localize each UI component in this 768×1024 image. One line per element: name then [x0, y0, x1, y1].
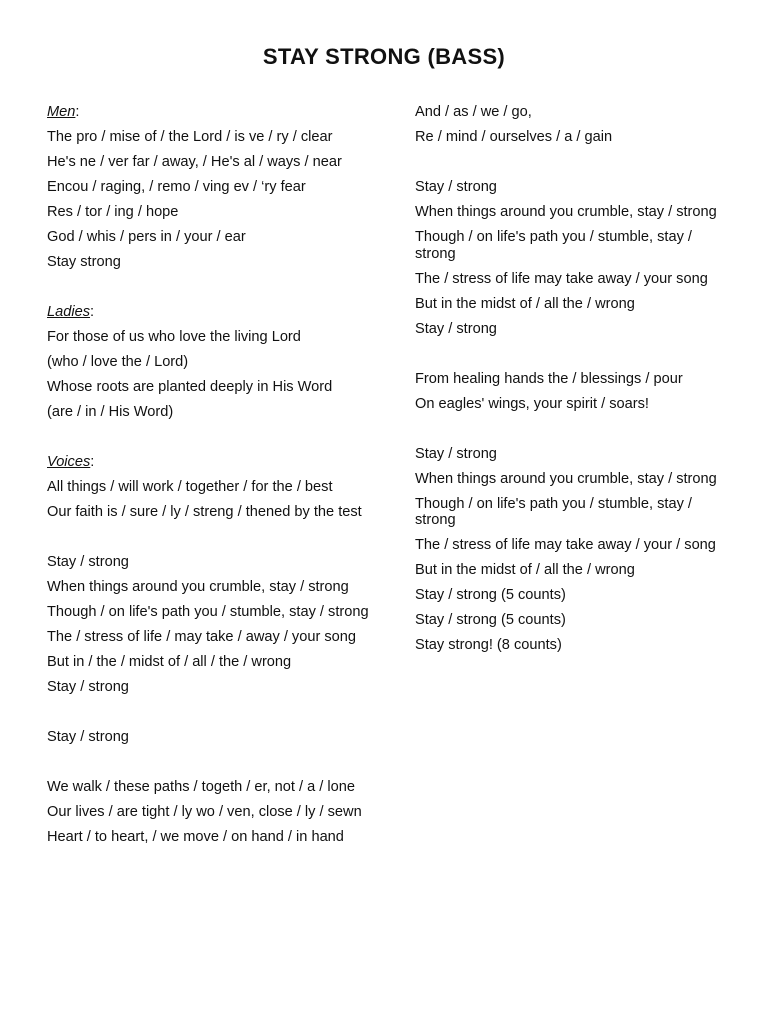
lyric-line: Though / on life's path you / stumble, stay / strong: [415, 495, 692, 528]
lyric-line: Stay strong! (8 counts): [415, 637, 562, 653]
lyric-line: Though / on life's path you / stumble, stay / strong: [415, 229, 692, 262]
lyric-line: Heart / to heart, / we move / on hand / in hand: [47, 829, 344, 845]
lyric-line: (who / love the / Lord): [47, 354, 189, 370]
stanza-gap: [47, 279, 369, 304]
lyric-line: On eagles' wings, your spirit / soars!: [415, 395, 649, 412]
lyric-line: Stay / strong: [47, 729, 129, 745]
lyric-line: But in / the / midst of / all / the / wrong: [47, 654, 292, 670]
stanza-gap: [47, 529, 369, 554]
lyric-line: Res / tor / ing / hope: [47, 204, 179, 220]
lyrics-column-right: [415, 104, 730, 662]
lyric-line: He's ne / ver far / away, / He's al / ways / near: [47, 154, 342, 170]
lyric-line: When things around you crumble, stay / strong: [47, 579, 349, 595]
stanza-gap: [47, 754, 369, 779]
stanza-gap: [47, 429, 369, 454]
lyric-line: For those of us who love the living Lord: [47, 329, 301, 345]
lyric-line: We walk / these paths / togeth / er, not / a / lone: [47, 779, 356, 795]
lyric-line: Encou / raging, / remo / ving ev / ‘ry fear: [47, 179, 306, 195]
section-heading-label: Men: [47, 104, 76, 120]
lyric-line: Whose roots are planted deeply in His Word: [47, 379, 333, 395]
lyric-line: When things around you crumble, stay / strong: [415, 470, 717, 487]
lyric-line: The pro / mise of / the Lord / is ve / ry / clear: [47, 129, 333, 145]
lyric-line: The / stress of life / may take / away / your song: [47, 629, 357, 645]
lyric-line: Stay / strong: [415, 320, 497, 337]
lyric-line: When things around you crumble, stay / strong: [415, 204, 717, 220]
lyric-line: Stay / strong: [47, 679, 129, 695]
lyric-line: But in the midst of / all the / wrong: [415, 562, 635, 578]
lyric-line: Our lives / are tight / ly wo / ven, close / ly / sewn: [47, 804, 362, 820]
stanza-gap: [415, 154, 730, 179]
page-title: STAY STRONG (BASS): [262, 44, 506, 69]
lyric-line: The / stress of life may take away / your song: [415, 270, 708, 287]
section-heading-label: Ladies: [47, 304, 91, 320]
lyric-line: From healing hands the / blessings / pour: [415, 370, 683, 387]
lyric-line: Re / mind / ourselves / a / gain: [415, 129, 613, 145]
section-heading: Men:: [47, 104, 80, 120]
stanza-gap: [415, 421, 730, 446]
lyric-line: All things / will work / together / for the / best: [47, 479, 333, 495]
lyric-line: Stay / strong: [47, 554, 129, 570]
lyric-line: The / stress of life may take away / your / song: [415, 537, 716, 553]
lyric-line: But in the midst of / all the / wrong: [415, 295, 635, 312]
section-heading-label: Voices: [47, 454, 91, 470]
lyric-line: (are / in / His Word): [47, 404, 174, 420]
lyrics-column-left: [47, 104, 369, 854]
stanza-gap: [415, 346, 730, 371]
lyric-line: Stay / strong: [415, 179, 497, 195]
stanza-gap: [47, 704, 369, 729]
lyric-line: God / whis / pers in / your / ear: [47, 229, 246, 245]
lyric-line: Stay / strong: [415, 445, 497, 462]
lyric-line: Stay strong: [47, 254, 121, 270]
lyric-line: And / as / we / go,: [415, 104, 532, 120]
lyric-line: Our faith is / sure / ly / streng / thened by the test: [47, 504, 362, 520]
lyric-line: Stay / strong (5 counts): [415, 587, 566, 603]
lyric-line: Stay / strong (5 counts): [415, 612, 566, 628]
section-heading: Voices:: [47, 454, 95, 470]
lyric-line: Though / on life's path you / stumble, stay / strong: [47, 604, 369, 620]
section-heading: Ladies:: [47, 304, 95, 320]
